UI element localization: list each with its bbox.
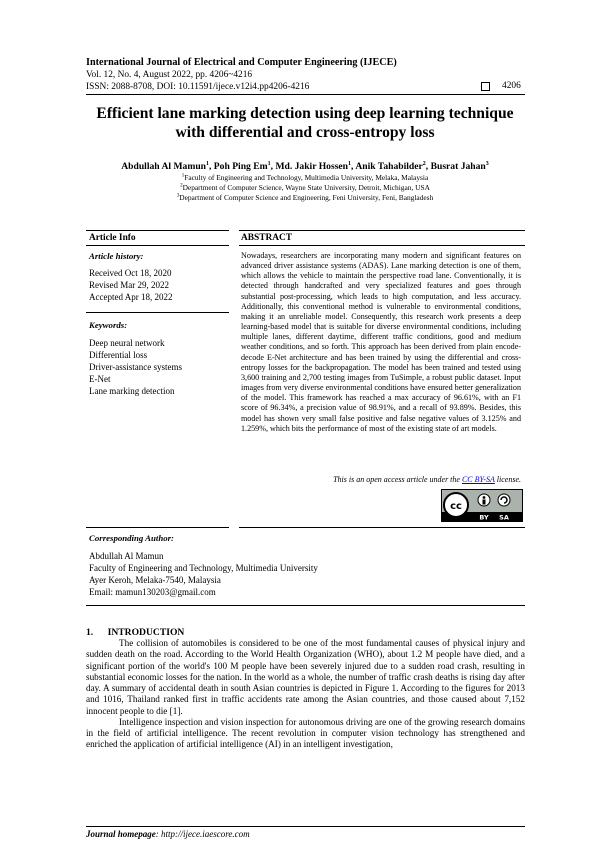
abstract-heading-rule bbox=[239, 245, 525, 246]
issn-doi-line: ISSN: 2088-8708, DOI: 10.11591/ijece.v12i4.pp4206-4216 bbox=[86, 82, 310, 92]
corresponding-author-label: Corresponding Author: bbox=[89, 533, 174, 543]
license-link[interactable]: CC BY-SA bbox=[461, 475, 495, 484]
abstract-text: Nowadays, researchers are incorporating many modern and significant features on advanced driver assistance systems (ADAS). Lane marking detection is one of them, which allows the vehicle to maintain the perspective road lane. Conventionally, it is detected through handcrafted and very specialized features and goes through substantial post-processing, which leads to high computation, and less accuracy. Additionally, this conventional method is vulnerable to environmental conditions, making it an unreliable model. Consequently, this research work presents a deep learning-based model that is suitable for diverse environmental conditions, including multiple lanes, different daytime, different traffic conditions, good and medium weather conditions, and so forth. This approach has been derived from plain encode-decode E-Net architecture and has been trained by using the differential and cross-entropy losses for the backpropagation. The model has been trained and tested using 3,600 training and 2,700 testing images from TuSimple, a robust public dataset. Input images from very diverse environmental conditions have ensured better generalization of the model. This framework has reached a max accuracy of 96.61%, with an F1 score of 96.34%, a precision value of 98.91%, and a recall of 93.89%. Besides, this model has shown very small false positive and false negative values of 3.125% and 1.259%, which bits the performance of most of the existing state of art models. bbox=[241, 251, 521, 433]
introduction-body bbox=[86, 638, 525, 751]
homepage-label: Journal homepage bbox=[86, 829, 156, 839]
footer-rule bbox=[86, 826, 525, 827]
article-info-heading: Article Info bbox=[89, 233, 136, 243]
history-revised: Revised Mar 29, 2022 bbox=[89, 280, 169, 290]
section-heading-introduction: 1. INTRODUCTION bbox=[86, 627, 185, 638]
svg-text:cc: cc bbox=[450, 501, 462, 512]
journal-homepage bbox=[86, 829, 250, 839]
author-affiliation-mark: 2 bbox=[422, 161, 426, 167]
svg-text:BY: BY bbox=[479, 513, 489, 521]
license-statement: This is an open access article under the CC BY-SA license. bbox=[333, 475, 521, 484]
affiliation: $^1$Faculty of Engineering and Technology, Multimedia University, Melaka, Malaysia bbox=[181, 173, 429, 182]
keyword-item: Differential loss bbox=[89, 350, 148, 360]
corresponding-rule bbox=[86, 605, 525, 606]
history-accepted: Accepted Apr 18, 2022 bbox=[89, 292, 173, 302]
corresponding-email: Email: mamun130203@gmail.com bbox=[89, 587, 216, 597]
history-received: Received Oct 18, 2020 bbox=[89, 268, 172, 278]
info-heading-rule bbox=[86, 245, 229, 246]
keywords-label: Keywords: bbox=[89, 320, 128, 330]
author-affiliation-mark: 1 bbox=[267, 161, 271, 167]
affiliation: $^2$Department of Computer Science, Wayne State University, Detroit, Michigan, USA bbox=[180, 183, 430, 192]
article-history-label: Article history: bbox=[89, 251, 144, 261]
info-bottom-rule bbox=[86, 527, 229, 528]
author: Anik Tahabilder bbox=[355, 161, 423, 173]
paper-title bbox=[60, 104, 550, 142]
abstract-heading: ABSTRACT bbox=[241, 233, 293, 243]
corresponding-name: Abdullah Al Mamun bbox=[89, 551, 164, 561]
journal-name: International Journal of Electrical and Computer Engineering (IJECE) bbox=[86, 57, 397, 68]
abstract-bottom-rule bbox=[239, 527, 525, 528]
title-line-2: with differential and cross-entropy loss bbox=[175, 124, 435, 141]
keyword-item: Deep neural network bbox=[89, 338, 165, 348]
info-top-rule bbox=[86, 230, 229, 231]
page-number: 4206 bbox=[502, 81, 521, 91]
author: Abdullah Al Mamun bbox=[121, 161, 206, 173]
keyword-item: Driver-assistance systems bbox=[89, 362, 183, 372]
svg-text:SA: SA bbox=[499, 513, 509, 521]
paragraph: Intelligence inspection and vision inspection for autonomous driving are one of the growing research domains in the field of artificial intelligence. The recent revolution in computer vision technology has strengthened and enriched the application of artificial intelligence (AI) in an intelligent investigation, bbox=[86, 716, 525, 750]
author-list: Abdullah Al Mamun$^1$, Poh Ping Em$^1$, Md. Jakir Hossen$^1$, Anik Tahabilder$^2$, Busrat Jahan$^3$ bbox=[121, 161, 489, 173]
keywords-rule bbox=[86, 312, 229, 313]
author-affiliation-mark: 1 bbox=[348, 161, 352, 167]
paragraph: The collision of automobiles is considered to be one of the most fundamental causes of physical injury and sudden death on the road. According to the World Health Organization (WHO), about 1.2 M people have died, and a significant portion of the world's 100 M people have been severely injured due to a sudden road crash, resulting in substantial economic losses for the nation. In the world as a whole, the number of traffic crash deaths is rising day after day. A summary of accidental death in south Asian countries is depicted in Figure 1. According to the figures for 2013 and 1016, Thailand ranked first in traffic accidents rate among the Asian countries, and those caused about 7,152 innocent people to die [1]. bbox=[86, 638, 525, 716]
homepage-url[interactable]: : http://ijece.iaescore.com bbox=[155, 829, 250, 839]
author: Md. Jakir Hossen bbox=[275, 161, 349, 173]
author: Busrat Jahan bbox=[430, 161, 486, 173]
header-rule bbox=[86, 94, 525, 95]
author: Poh Ping Em bbox=[213, 161, 268, 173]
cc-by-sa-logo-icon[interactable] bbox=[441, 489, 523, 522]
keyword-item: Lane marking detection bbox=[89, 386, 175, 396]
author-affiliation-mark: 3 bbox=[485, 161, 489, 167]
corresponding-affiliation: Faculty of Engineering and Technology, Multimedia University bbox=[89, 563, 318, 573]
title-line-1: Efficient lane marking detection using deep learning technique bbox=[96, 105, 514, 122]
corresponding-address: Ayer Keroh, Melaka-7540, Malaysia bbox=[89, 575, 221, 585]
volume-line: Vol. 12, No. 4, August 2022, pp. 4206~4216 bbox=[86, 70, 253, 80]
page-box-icon bbox=[481, 82, 490, 91]
affiliation: $^3$Department of Computer Science and Engineering, Feni University, Feni, Bangladesh bbox=[176, 193, 434, 202]
keyword-item: E-Net bbox=[89, 374, 111, 384]
author-affiliation-mark: 1 bbox=[206, 161, 209, 167]
abstract-top-rule bbox=[239, 230, 525, 231]
